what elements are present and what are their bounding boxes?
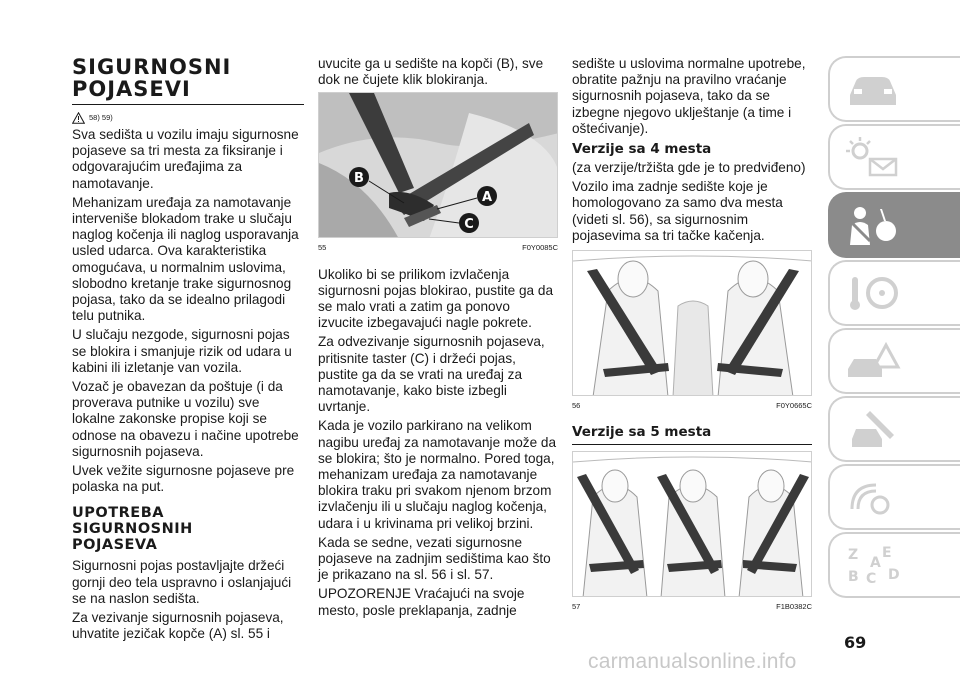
figure-number: 56 (572, 401, 581, 411)
watermark-text: carmanualsonline.info (588, 650, 797, 673)
label-c: C (464, 217, 474, 233)
figure-57-caption (572, 599, 812, 615)
warning-triangle-icon (72, 112, 85, 124)
tab-index[interactable] (828, 532, 960, 598)
label-a: A (481, 190, 493, 206)
paragraph: U slučaju nezgode, sigurnosni pojas se blokira i smanjuje rizik od udara u kabini ili izletanje van vozila. (72, 327, 292, 375)
label-b: B (354, 171, 364, 187)
warning-ref-numbers: 58) 59) (89, 112, 113, 122)
tab-safety[interactable] (828, 192, 960, 258)
multimedia-icon (842, 475, 902, 519)
wrench-car-icon (842, 407, 902, 451)
paragraph: Vozilo ima zadnje sedište koje je homologovano za samo dva mesta (videti sl. 56), sa sigurnosnim pojasevima sa tri tačke kačenja. (572, 179, 783, 243)
section-title-line1: SIGURNOSNI (72, 55, 232, 79)
paragraph: sedište u uslovima normalne upotrebe, obratite pažnju na pravilno vraćanje sigurnosnih pojaseva, tako da se izbegne njegovo uklještanje (a time i oštećivanje). (572, 56, 806, 136)
figure-56-caption (572, 398, 812, 414)
figure-code: F0Y0085C (522, 243, 558, 253)
column-2 (318, 56, 558, 622)
figure-number: 55 (318, 243, 327, 253)
page-number: 69 (844, 633, 867, 652)
paragraph: Sva sedišta u vozilu imaju sigurnosne pojaseve sa tri mesta za fiksiranje i odgovarajućim uređajima za namotavanje. (72, 127, 299, 191)
paragraph: Za odvezivanje sigurnosnih pojaseva, pritisnite taster (C) i držeći pojas, pustite ga da se vrati na uređaj za namotavanje, kako biste izbegli uvrtanje. (318, 334, 545, 415)
tab-emergency[interactable] (828, 328, 960, 394)
paragraph: Ukoliko bi se prilikom izvlačenja sigurnosni pojas blokirao, pustite ga da se malo vrati a zatim ga ponovo izvucite izbegavajući nagle pokrete. (318, 266, 554, 331)
subsection-title-line1: UPOTREBA (72, 505, 164, 522)
figure-code: F0Y0665C (776, 401, 812, 411)
index-letter: Z (848, 547, 859, 563)
section-title (72, 56, 304, 105)
subsection-title (72, 505, 304, 553)
figure-56-image (572, 250, 812, 396)
lights-envelope-icon (842, 135, 902, 179)
paragraph: Kada je vozilo parkirano na velikom nagibu uređaj za namotavanje može da se blokira; što je normalno. Pored toga, mehanizam uređaja za namotavanje blokira traku pri svakom njenom brzom izvlačenju ili u slučaju naglog kočenja, udara i u krivinama pri velikoj brzini. (318, 418, 557, 531)
seatbelt-airbag-icon (842, 203, 902, 247)
tab-maintenance[interactable] (828, 396, 960, 462)
index-letter: E (882, 545, 892, 561)
index-letter: D (888, 567, 900, 583)
chapter-tabs (828, 56, 960, 600)
paragraph: Za vezivanje sigurnosnih pojaseva, uhvatite jezičak kopče (A) sl. 55 i (72, 610, 284, 642)
paragraph: Sigurnosni pojas postavljajte držeći gornji deo tela uspravno i oslanjajući se na naslon sedišta. (72, 558, 292, 606)
subsection-title-line2: SIGURNOSNIH (72, 521, 193, 538)
two-rear-seats-illustration (573, 251, 812, 396)
index-letter: B (848, 569, 859, 585)
subheading-4-seats: Verzije sa 4 mesta (572, 141, 712, 158)
paragraph: Vozač je obavezan da poštuje (i da proverava putnike u vozilu) sve lokalne zakonske propise koji se odnose na obavezu i načine upotrebe sigurnosnih pojaseva. (72, 379, 299, 459)
index-letter: C (866, 571, 877, 587)
figure-number: 57 (572, 602, 581, 612)
section-title-line2: POJASEVI (72, 77, 191, 101)
index-letter: A (870, 555, 881, 571)
warning-references (72, 111, 304, 125)
tab-lights-messages[interactable] (828, 124, 960, 190)
tab-multimedia[interactable] (828, 464, 960, 530)
paragraph: UPOZORENJE Vraćajući na svoje mesto, posle preklapanja, zadnje (318, 586, 525, 618)
key-steering-icon (842, 271, 902, 315)
warning-car-icon (842, 339, 902, 383)
paragraph: (za verzije/tržišta gde je to predviđeno) (572, 160, 806, 176)
tab-dashboard[interactable] (828, 56, 960, 122)
car-dashboard-icon (842, 67, 902, 111)
subheading-5-seats: Verzije sa 5 mesta (572, 424, 812, 445)
seatbelt-buckle-illustration (319, 93, 558, 238)
column-3 (572, 56, 812, 625)
figure-57-image (572, 451, 812, 597)
index-letters-icon (842, 543, 902, 587)
paragraph: uvucite ga u sedište na kopči (B), sve dok ne čujete klik blokiranja. (318, 56, 544, 88)
subsection-title-line3: POJASEVA (72, 537, 158, 554)
column-1 (72, 56, 304, 645)
paragraph: Mehanizam uređaja za namotavanje interveniše blokadom trake u slučaju naglog kočenja ili naglog usporavanja usled udarca. Ova karakteristika omogućava, u normalnim uslovima, slobodno kretanje trake sigurnosnog pojasa, tako da se idealno prilagodi telu putnika. (72, 194, 299, 324)
figure-55-image (318, 92, 558, 238)
figure-code: F1B0382C (776, 602, 812, 612)
tab-starting-driving[interactable] (828, 260, 960, 326)
paragraph: Uvek vežite sigurnosne pojaseve pre polaska na put. (72, 463, 295, 495)
paragraph: Kada se sedne, vezati sigurnosne pojaseve na zadnjim sedištima kao što je prikazano na sl. 56 i sl. 57. (318, 534, 551, 583)
figure-55-caption (318, 240, 558, 256)
three-rear-seats-illustration (573, 452, 812, 597)
